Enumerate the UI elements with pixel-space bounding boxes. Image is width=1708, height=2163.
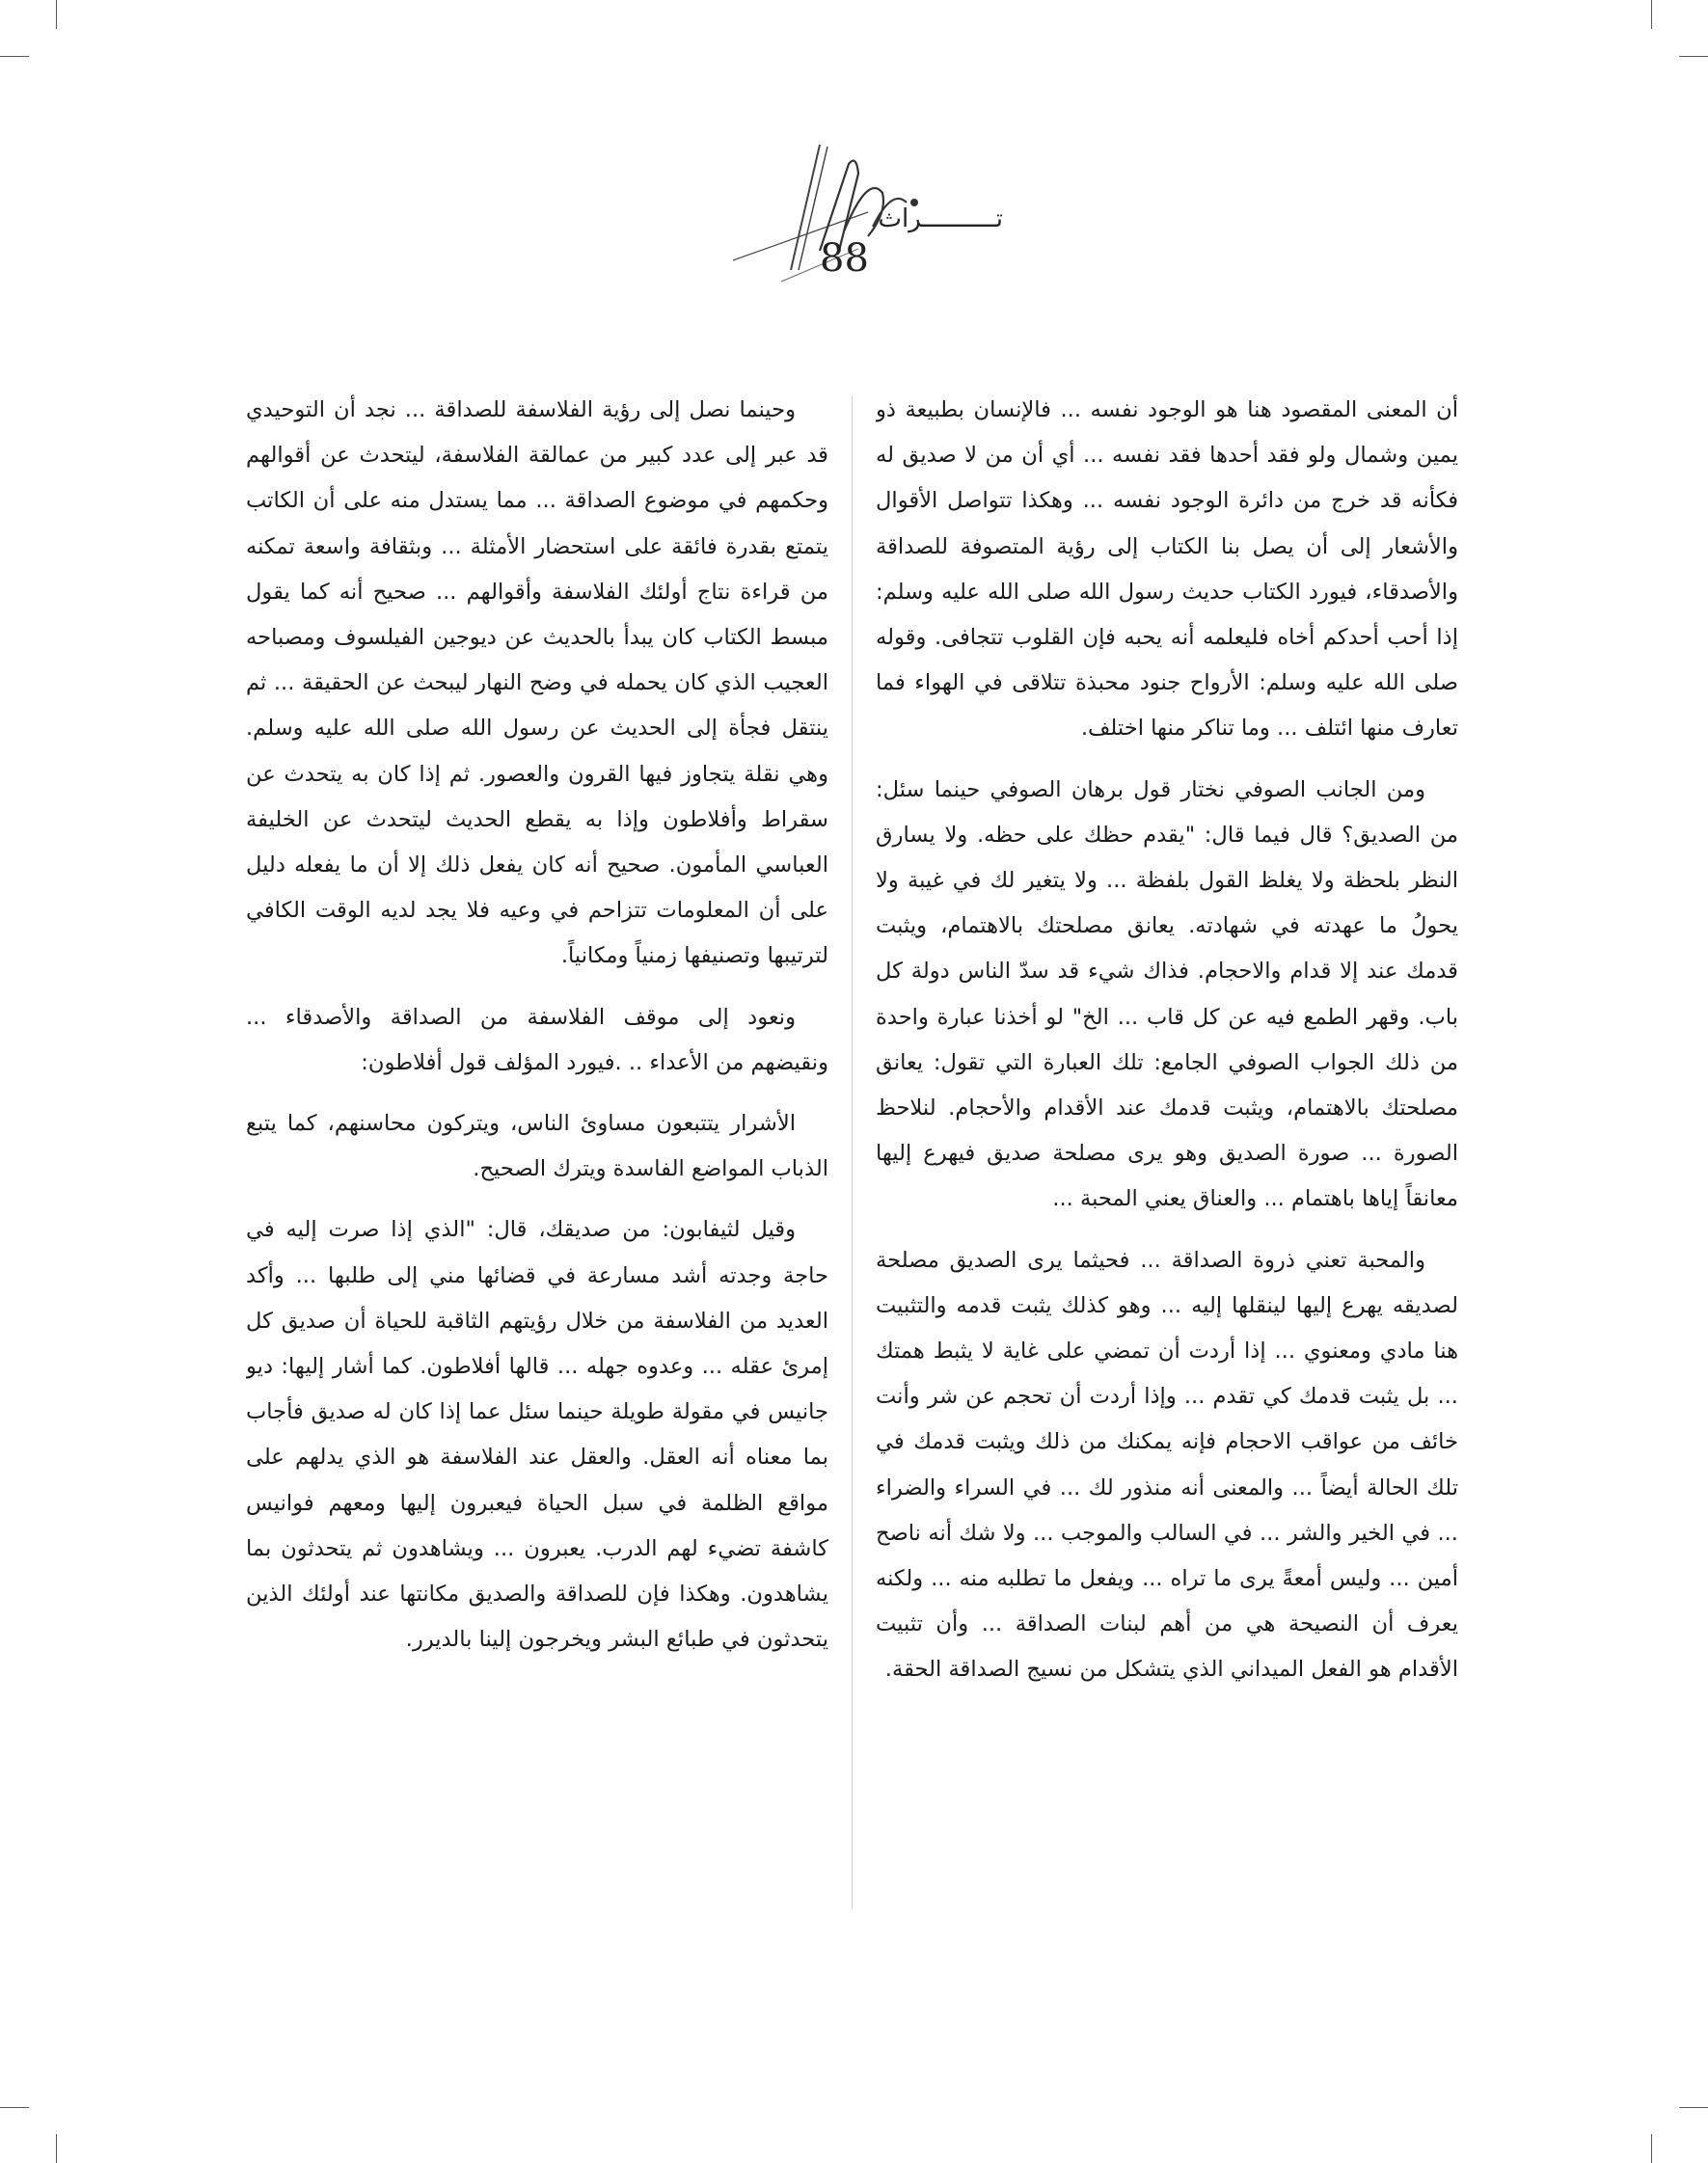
paragraph: والمحبة تعني ذروة الصداقة ... فحيثما يرى الصديق مصلحة لصديقه يهرع إليها لينقلها إليه ... وهو كذلك يثبت قدمه والتثبيت هنا مادي ومعنوي ... إذا أردت أن تمضي على غاية لا يثبط همتك ... بل يثبت قدمك كي تقدم ... وإذا أردت أن تحجم عن شر وأنت خائف من عواقب الاحجام فإنه يمكنك من ذلك ويثبت قدمك في تلك الحالة أيضاً ... والمعنى أنه منذور لك ... في السراء والضراء ... في الخير والشر ... في السالب والموجب ... ولا شك أنه ناصح أمين ... وليس أمعةً يرى ما تراه ... ويفعل ما تطلبه منه ... ولكنه يعرف أن النصيحة هي من أهم لبنات الصداقة ... وأن تثبيت الأقدام هو الفعل الميداني الذي يتشكل من نسيج الصداقة الحقة. bbox=[876, 1247, 1458, 1683]
text-column-right bbox=[876, 388, 1458, 1931]
crop-mark-top-left-v bbox=[56, 0, 57, 29]
crop-mark-bottom-left-v bbox=[56, 2134, 57, 2163]
crop-mark-top-left-h bbox=[0, 56, 29, 57]
paragraph: ونعود إلى موقف الفلاسفة من الصداقة والأصدقاء ... ونقيضهم من الأعداء .. .فيورد المؤلف قول أفلاطون: bbox=[246, 1004, 828, 1075]
page-header bbox=[675, 135, 1003, 289]
crop-mark-bottom-right-h bbox=[1679, 2107, 1708, 2108]
crop-mark-bottom-left-h bbox=[0, 2107, 29, 2108]
paragraph: وحينما نصل إلى رؤية الفلاسفة للصداقة ... نجد أن التوحيدي قد عبر إلى عدد كبير من عمالقة الفلاسفة، ليتحدث عن أقوالهم وحكمهم في موضوع الصداقة ... مما يستدل منه على أن الكاتب يتمتع بقدرة فائقة على استحضار الأمثلة ... وبثقافة واسعة تمكنه من قراءة نتاج أولئك الفلاسفة وأقوالهم ... صحيح أنه كما يقول مبسط الكتاب كان يبدأ بالحديث عن ديوجين الفيلسوف ومصباحه العجيب الذي كان يحمله في وضح النهار ليبحث عن الحقيقة ... ثم ينتقل فجأة إلى الحديث عن رسول الله صلى الله عليه وسلم. وهي نقلة يتجاوز فيها القرون والعصور. ثم إذا كان به يتحدث عن سقراط وأفلاطون وإذا به يقطع الحديث ليتحدث عن الخليفة العباسي المأمون. صحيح أنه كان يفعل ذلك إلا أن ما يفعله دليل على أن المعلومات تتزاحم في وعيه فلا يجد لديه الوقت الكافي لترتيبها وتصنيفها زمنياً ومكانياً. bbox=[246, 397, 828, 969]
paragraph: وقيل لثيفابون: من صديقك، قال: "الذي إذا صرت إليه في حاجة وجدته أشد مسارعة في قضائها مني إلى طلبها ... وأكد العديد من الفلاسفة من خلال رؤيتهم الثاقبة للحياة أن صديق كل إمرئ عقله ... وعدوه جهله ... قالها أفلاطون. كما أشار إليها: ديو جانيس في مقولة طويلة حينما سئل عما إذا كان له صديق فأجاب بما معناه أنه العقل. والعقل عند الفلاسفة هو الذي يدلهم على مواقع الظلمة في سبل الحياة فيعبرون إليها ومعهم فوانيس كاشفة تضيء لهم الدرب. يعبرون ... ويشاهدون ثم يتحدثون بما يشاهدون. وهكذا فإن للصداقة والصديق مكانتها عند أولئك الذين يتحدثون في طبائع البشر ويخرجون إلينا بالديرر. bbox=[246, 1217, 828, 1653]
paragraph: الأشرار يتتبعون مساوئ الناس، ويتركون محاسنهم، كما يتبع الذباب المواضع الفاسدة ويترك الصحيح. bbox=[246, 1111, 828, 1182]
crop-mark-top-right-h bbox=[1679, 56, 1708, 57]
column-divider bbox=[852, 395, 853, 1909]
paragraph: أن المعنى المقصود هنا هو الوجود نفسه ... فالإنسان بطبيعة ذو يمين وشمال ولو فقد أحدها فقد نفسه ... أي أن من لا صديق له فكأنه قد خرج من دائرة الوجود نفسه ... وهكذا تتواصل الأقوال والأشعار إلى أن يصل بنا الكتاب إلى رؤية المتصوفة للصداقة والأصدقاء، فيورد الكتاب حديث رسول الله صلى الله عليه وسلم: إذا أحب أحدكم أخاه فليعلمه أنه يحبه فإن القلوب تتجافى. وقوله صلى الله عليه وسلم: الأرواح جنود محبذة تتلاقى في الهواء فما تعارف منها ائتلف ... وما تناكر منها اختلف. bbox=[876, 397, 1458, 742]
page-number: 88 bbox=[820, 236, 869, 281]
paragraph: ومن الجانب الصوفي نختار قول برهان الصوفي حينما سئل: من الصديق؟ قال فيما قال: "يقدم حظك على حظه. ولا يسارق النظر بلحظة ولا يغلظ القول بلفظة ... ولا يتغير لك في غيبة ولا يحولُ ما عهدته في شهادته. يعانق مصلحتك بالاهتمام، ويثبت قدمك عند إلا قدام والاحجام. فذاك شيء قد سدّ الناس دولة كل باب. وقهر الطمع فيه عن كل قاب ... الخ" لو أخذنا عبارة واحدة من ذلك الجواب الصوفي الجامع: تلك العبارة التي تقول: يعانق مصلحتك بالاهتمام، ويثبت قدمك عند الأقدام والأحجام. لنلاحظ الصورة ... صورة الصديق وهو يرى مصلحة صديق فيهرع إليها معانقاً إياها باهتمام ... والعناق يعني المحبة ... bbox=[876, 776, 1458, 1212]
text-column-left bbox=[246, 388, 828, 1931]
crop-mark-top-right-v bbox=[1651, 0, 1652, 29]
crop-mark-bottom-right-v bbox=[1651, 2134, 1652, 2163]
magazine-name: تــــــــــراث bbox=[878, 204, 1003, 233]
